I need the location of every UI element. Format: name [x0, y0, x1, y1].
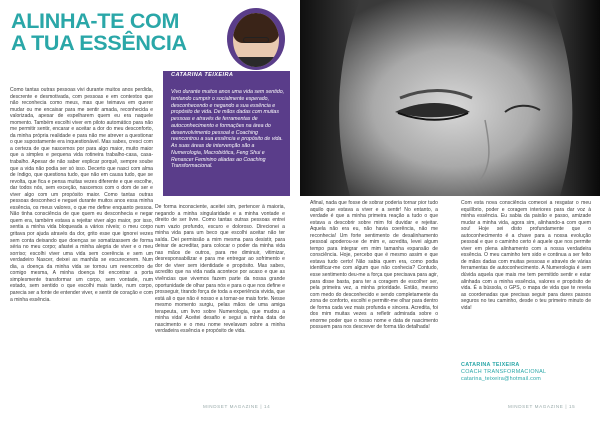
author-shirt: [233, 57, 279, 67]
body-column-right-b: Com esta nova consciência comecei a resgatar o meu equilíbrio, poder e coragem interiores para dar voz à minha essência. Eu sabia da paixão e passo, amizade mudar a minha vida, agora sim, alinhando-a com quem sou! Hoje sei disto profundamente que o autoconhecimento é a chave para a nossa evolução pessoal e que o caminho certo é aquele que nos permite viver em plena alinhamento com a nossa verdadeira essência. O meu caminho tem sido e continua a ser feito de mãos dadas com muitas pessoas e através de várias ferramentas de autoconhecimento. A Numerologia é sem dúvida aquela que mais me tem permitido sentir e estar alinhada com a minha essência, valores e propósito de vida. É a bússola, o GPS, o mapa de vida que te revela as coordenadas que precisas seguir para dares passos seguros no teu caminho, desde o teu primeiro minuto de vida!: [461, 200, 591, 311]
title-line-2: A TUA ESSÊNCIA: [11, 31, 187, 55]
signature-name: CATARINA TEIXEIRA: [461, 362, 520, 368]
author-face: [233, 13, 279, 67]
author-portrait: [227, 8, 285, 70]
author-bio: Vivo durante muitos anos uma vida sem sentido, tentando cumprir o socialmente esperado, desconhecendo e negando a sua essência e propósito de vida. De mãos dadas com muitas pessoas e através de ferramentas de autoconhecimento e formações na área do desenvolvimento pessoal e Coaching reencontrou a sua essência e propósito de vida. As suas áreas de intervenção são a Numerologia, Macrobiótica, Feng Shui e Renascer Feminino aliadas ao Coaching Transformacional.: [171, 89, 285, 170]
title-line-1: ALINHA-TE COM: [11, 9, 180, 33]
body-column-right-a: Afinal, nada que fosse de sobrar poderia tornar pior tudo aquilo que estava a viver e a sentir! No entanto, a verdade é que a minha primeira reação a tudo o que estava a descobrir sobre mim foi duvidar e rejeitar. Aquela não era eu, não havia coerência, não me reconhecia! Um forte sentimento de desalinhamento pessoal apoderou-se de mim e, acredita, levei algum tempo para integrar em mim tamanha expansão de consciência. Hoje, percebo que é mesmo assim e que estava tudo certo! Não sabia quem era, como podia identificar-me com algum que não conhecia? Contudo, esse sentimento deu-me a força que precisava para agir, para disse basta, para ter a coragem de escolher ser, pela primeira vez, a minha prioridade. Então, mesmo com medo do desconhecido e sendo completamente da zona de conforto, escolhi e permitir-me olhar para dentro de forma cada vez mais profunda e sincera. Acredita, foi dos mim muitas vezes a refletir admirada sobre o enorme poder que o nosso nome e data de nascimento possuem para nos descrever de forma tão detalhada!: [310, 200, 438, 331]
signature-email-link[interactable]: catarina_teixeira@hotmail.com: [461, 376, 541, 382]
article-title: [11, 9, 187, 55]
author-label: CATARINA TEIXEIRA: [171, 72, 234, 78]
page-footer-right: MINDSET MAGAZINE | 15: [508, 404, 576, 409]
signature-role: COACH TRANSFORMACIONAL: [461, 369, 547, 375]
author-glasses: [243, 37, 269, 43]
page-footer-left: MINDSET MAGAZINE | 14: [203, 404, 271, 409]
body-column-left: Como tantas outras pessoas vivi durante muitos anos perdida, descrente e desmotivada, com pessoas e em contextos que não reconhecia como meus, mas que teimava em querer mudar ou me encaixar para me sentir amada, reconhecida e valorizada, apesar de espelharem quem eu era naquele momento. Também escolhi viver em piloto automático para não me permitir sentir, encarar e aceitar a dor do meu desconforto, da minha própria realidade e para não me atrever a questionar o que supostamente era inquestionável. Mas sabes, cresci com a certeza de que nascemos por para algo maior, muito maior que a simples e pequena vida rotineira trabalho-casa, casa-trabalho. Apesar de não saber explicar porquê, sempre soube que a vida não podia ser só isso. Decerto que nasci com alma de índigo, que questiona tudo, que não em causa tudo, que se revolta, que fica e pensa muitas vezes diferente e que escolhe, dar todos nós, sem exceção, nascemos com o dom de ser e viver algo com um propósito maior. Como tantas outras pessoas desconheci e neguei durante muitos anos essa minha essência, os meus valores, o que me define enquanto pessoa. Não tinha consciência de que quem eu desconhecia e negar quem era, também estava a rejeitar viver algo maior, por isso, sentia a minha vida bloqueada a vários níveis; o meu corpo gritava por ajuda através da dor, grito esse que ignorei vezes sem conta deixando que doenças se somatizassem de forma séria no meu corpo; afastei a minha alegria de viver e o meu sorriso; escolhi viver uma vida sem coerência e sem um verdadeiro Nascer, deixei as manhãs se escurecerem. Num dia, a doença da minha vida se tornou um reencontro de comigo mesma, A minha doença foi encontrar a porta simplesmente transformar um corpo, sem vontade, num estado, sem sentido o que escolhi mais tarde, num corpo, parecia ser a fonte de entender viver, e sentir de coração e com a minha essência.: [10, 87, 153, 303]
body-column-middle: De forma inconsciente, aceitei sim, pertencer à maioria, negando a minha singularidade e a minha vontade e direito de ser livre. Como tantas outras pessoas entrei num vazio profundo, escuro e doloroso. Direcionei a minha vida para um beco que escolhi aceitar não ter saída. Dei permissão a mim mesma para desistir, para deixar de acreditar, para colocar o poder da minha vida nas mãos de outros, para me diminuir, vitimizar, desresponsabilizar e para me entregar ao sofrimento e dor de viver sem identidade e propósito. Mas sabes, acredito que na vida nada acontece por acaso e que as vivências que vivemos fazem parte da nossa grande oportunidade de olhar para nós e para o que nos define e prosseguir, tirando força de toda a experiência vivida, que está ali o que não é nosso e a tornar-se mais forte. Nesse mesmo momento surgiu, pelas mãos de uma amiga terapeuta, um livro sobre Numerologia, que mudou a minha vida! Aceitei desafio e segui a minha data de nascimento e o meu nome revelavam sobre a minha verdadeira essência e propósito de vida.: [155, 204, 285, 335]
